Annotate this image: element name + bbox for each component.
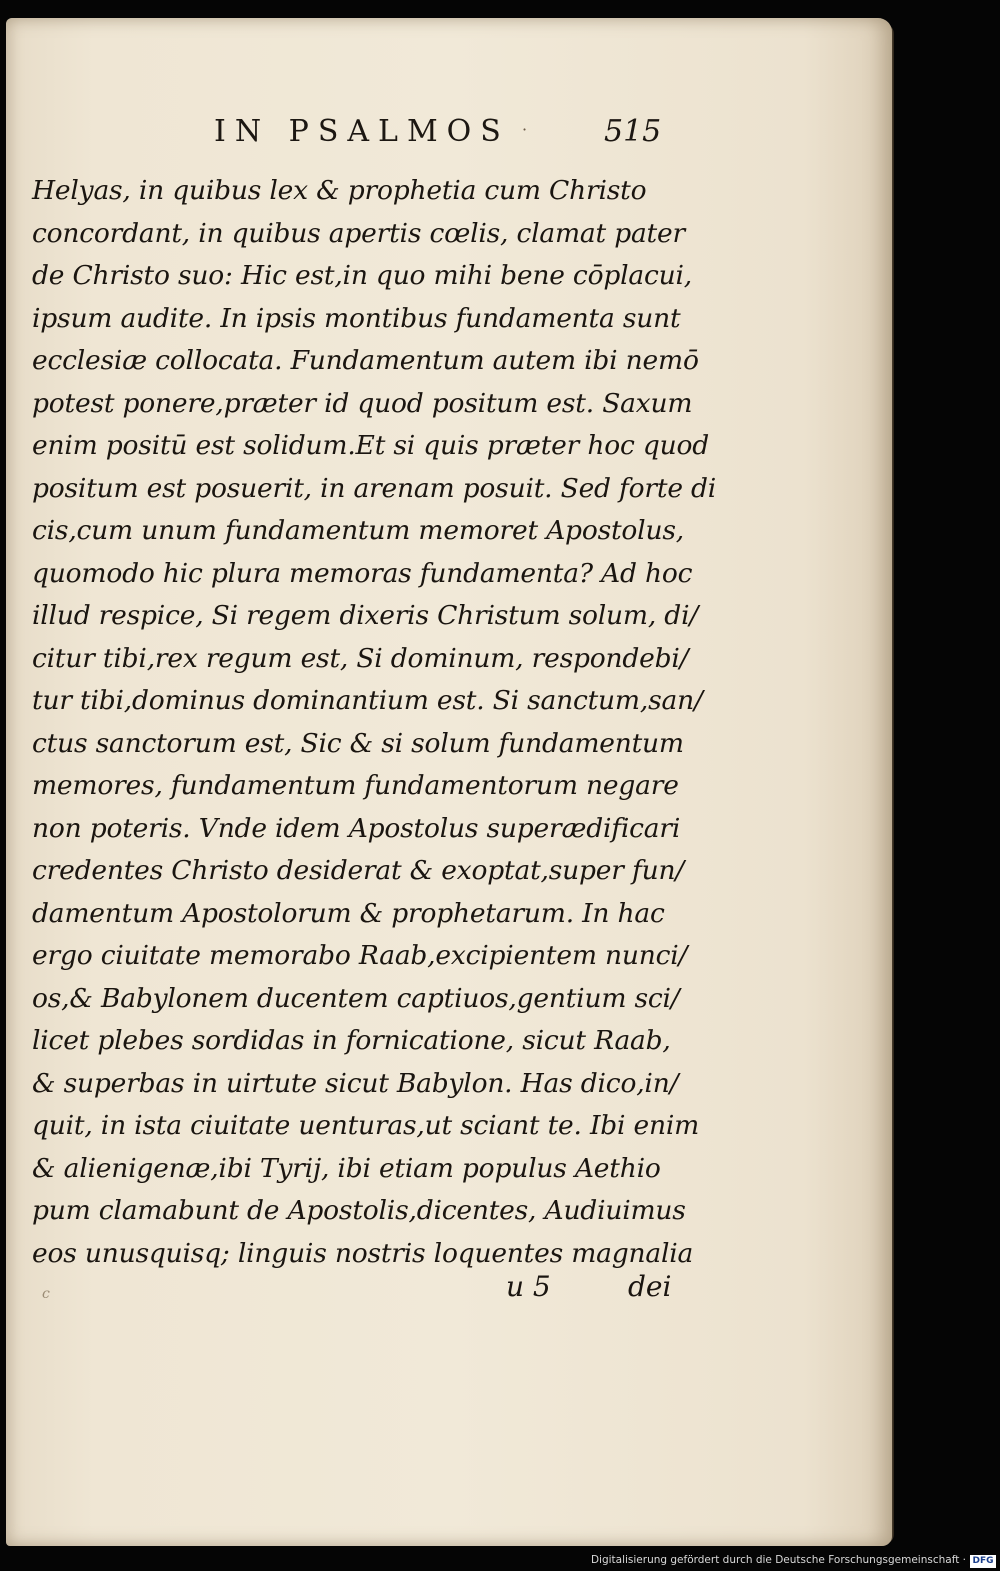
text-line: illud respice, Si regem dixeris Christum solum, di/ [32,600,699,631]
signature-mark: u 5 [506,1270,551,1303]
text-line: & superbas in uirtute sicut Babylon. Has dico,in/ [32,1067,679,1099]
running-head [206,114,666,158]
text-line: quit, in ista ciuitate uenturas,ut sciant te. Ibi enim [32,1110,700,1141]
catchword: dei [628,1270,672,1303]
text-line: tur tibi,dominus dominantium est. Si sanctum,san/ [32,685,703,716]
text-line: ergo ciuitate memorabo Raab,excipientem nunci/ [32,940,688,971]
text-line: licet plebes sordidas in fornicatione, sicut Raab, [32,1025,671,1056]
text-line: de Christo suo: Hic est,in quo mihi bene cōplacui, [32,260,692,291]
running-head-ornament: · [522,120,528,139]
text-line: os,& Babylonem ducentem captiuos,gentium sci/ [32,982,680,1014]
text-line: quomodo hic plura memoras fundamenta? Ad hoc [32,557,693,589]
bleed-through-mark: c [42,1286,50,1302]
dfg-logo-icon: DFG [970,1555,996,1568]
page-number: 515 [604,114,662,149]
text-line: ecclesiæ collocata. Fundamentum autem ibi nemō [32,345,699,376]
body-text [32,170,717,1275]
text-line: credentes Christo desiderat & exoptat,super fun/ [32,855,685,886]
running-head-title: IN PSALMOS [214,114,510,149]
text-line: damentum Apostolorum & prophetarum. In hac [32,897,665,929]
text-line: ctus sanctorum est, Sic & si solum fundamentum [32,727,684,759]
text-line: non poteris. Vnde idem Apostolus superædificari [32,812,681,844]
text-line: concordant, in quibus apertis cœlis, clamat pater [32,217,685,249]
text-line: cis,cum unum fundamentum memoret Apostolus, [32,515,684,546]
text-line: positum est posuerit, in arenam posuit. Sed forte di [32,472,717,504]
text-line: eos unusquisq; linguis nostris loquentes magnalia [32,1237,694,1269]
text-line: memores, fundamentum fundamentorum negare [32,770,679,801]
text-line: citur tibi,rex regum est, Si dominum, respondebi/ [32,642,689,674]
book-page [6,18,892,1546]
text-line: pum clamabunt de Apostolis,dicentes, Audiuimus [32,1195,686,1226]
text-line: enim positū est solidum.Et si quis præter hoc quod [32,430,709,461]
digitization-credit: Digitalisierung gefördert durch die Deutsche Forschungsgemeinschaft · [590,1554,966,1566]
text-line: potest ponere,præter id quod positum est. Saxum [32,387,693,419]
page-footer [32,1270,680,1312]
text-line: Helyas, in quibus lex & prophetia cum Christo [32,175,647,206]
text-line: ipsum audite. In ipsis montibus fundamenta sunt [32,302,681,334]
text-line: & alienigenæ,ibi Tyrij, ibi etiam populus Aethio [32,1152,661,1184]
